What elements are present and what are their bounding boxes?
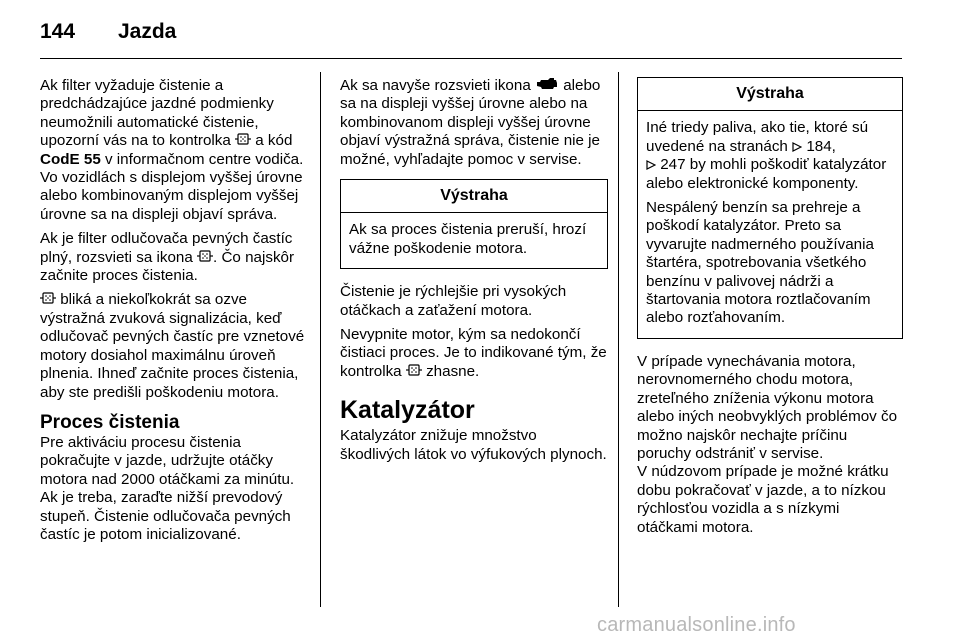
- code-label: CodE 55: [40, 150, 101, 168]
- particle-filter-icon: [197, 249, 213, 263]
- paragraph-dont-stop-engine: Nevypnite motor, kým sa nedokončí čistiaci proces. Je to indikované tým, že kontrolka zhasne.: [340, 326, 607, 380]
- particle-filter-icon: [40, 291, 56, 305]
- warning-box-fuel: [637, 77, 903, 339]
- particle-filter-icon: [406, 363, 422, 377]
- paragraph-emergency: V núdzovom prípade je možné krátku dobu pokračovať v jazde, a to nízkou rýchlosťou vozidla a s nízkymi otáčkami motora.: [637, 463, 889, 536]
- column-2: [340, 77, 608, 470]
- page-ref-link[interactable]: 247: [660, 156, 686, 174]
- page-header: [40, 14, 902, 59]
- particle-filter-icon: [235, 132, 251, 146]
- paragraph-filter-full: Ak je filter odlučovača pevných častíc plný, rozsvieti sa ikona . Čo najskôr začnite proces čistenia.: [40, 230, 295, 285]
- section-title: Jazda: [118, 20, 177, 43]
- paragraph-filter-cleaning: Ak filter vyžaduje čistenie a predchádzajúce jazdné podmienky neumožnili automatické čistenie, upozorní vás na to kontrolka a kód CodE 55 v informačnom centre vodiča. Vo vozidlách s displejom vyššej úrovne alebo kombinovaným displejom vyššej úrovne sa na displeji objaví správa.: [40, 77, 304, 223]
- page-ref-link[interactable]: 184: [806, 137, 832, 155]
- page-number: 144: [40, 20, 76, 43]
- column-3: [637, 77, 903, 543]
- column-divider-1: [320, 72, 321, 607]
- warning-unburnt-fuel: Nespálený benzín sa prehreje a poškodí katalyzátor. Preto sa vyvarujte nadmerného používania štartéra, spotrebovania všetkého benzínu v palivovej nádrži a štartovania motora roztlačovaním alebo rozťahovaním.: [646, 199, 874, 327]
- page-reference-icon: [646, 160, 656, 170]
- column-divider-2: [618, 72, 619, 607]
- heading-catalyst: Katalyzátor: [340, 396, 475, 425]
- warning-text: Ak sa proces čistenia preruší, hrozí vážne poškodenie motora.: [349, 221, 587, 257]
- engine-warning-icon: [535, 77, 559, 91]
- warning-box-interruption: [340, 179, 608, 269]
- watermark: carmanualsonline.info: [597, 614, 796, 636]
- paragraph-cleaning-activation: Pre aktiváciu procesu čistenia pokračujte v jazde, udržujte otáčky motora nad 2000 otáčkami za minútu. Ak je treba, zaraďte nižší prevodový stupeň. Čistenie odlučovača pevných častíc je potom inicializované.: [40, 433, 295, 543]
- paragraph-faster-cleaning: Čistenie je rýchlejšie pri vysokých otáčkach a zaťažení motora.: [340, 283, 567, 319]
- column-1: [40, 77, 308, 550]
- warning-title: Výstraha: [638, 78, 902, 111]
- paragraph-catalyst: Katalyzátor znižuje množstvo škodlivých látok vo výfukových plynoch.: [340, 427, 607, 463]
- paragraph-engine-icon: Ak sa navyše rozsvieti ikona alebo sa na displeji vyššej úrovne alebo na kombinovanom displeji vyššej úrovne objaví výstražná správa, čistenie nie je možné, vyhľadajte pomoc v servise.: [340, 77, 601, 168]
- heading-cleaning-process: Proces čistenia: [40, 411, 180, 433]
- page-reference-icon: [792, 142, 802, 152]
- warning-fuel-grades: Iné triedy paliva, ako tie, ktoré sú uvedené na stranách 184, 247 by mohli poškodiť katalyzátor alebo elektronické komponenty.: [646, 119, 887, 192]
- paragraph-misfire: V prípade vynechávania motora, nerovnomerného chodu motora, zreteľného zníženia výkonu motora alebo iných neobvyklých problémov čo možno najskôr nechajte príčinu poruchy odstrániť v servise.: [637, 352, 898, 462]
- warning-title: Výstraha: [341, 180, 607, 213]
- paragraph-filter-flashing: bliká a niekoľkokrát sa ozve výstražná zvuková signalizácia, keď odlučovač pevných častíc pre vznetové motory dosiahol maximálnu úroveň plnenia. Ihneď začnite proces čistenia, aby ste predišli poškodeniu motora.: [40, 291, 305, 401]
